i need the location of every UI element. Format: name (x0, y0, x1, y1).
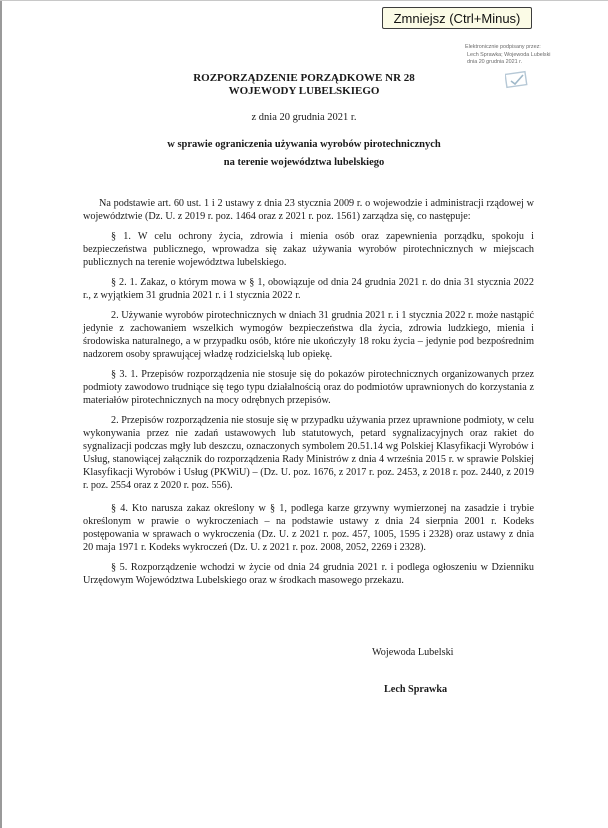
section-2-1-paragraph: § 2. 1. Zakaz, o którym mowa w § 1, obowiązuje od dnia 24 grudnia 2021 r. do dnia 31 stycznia 2022 r., z wyjątkiem 31 grudnia 2021 r. i 1 stycznia 2022 r. (83, 277, 534, 301)
signature-label: Elektronicznie podpisany przez: (465, 44, 541, 50)
signer-title: Wojewoda Lubelski (372, 647, 454, 658)
signature-signer: Lech Sprawka; Wojewoda Lubelski (467, 51, 551, 58)
signature-date: dnia 20 grudnia 2021 r. (467, 59, 523, 66)
legal-basis-paragraph: Na podstawie art. 60 ust. 1 i 2 ustawy z dnia 23 stycznia 2009 r. o wojewodzie i administracji rządowej w województwie (Dz. U. z 2019 r. poz. 1464 oraz z 2021 r. poz. 1561) zarządza się, co następuje: (83, 198, 534, 222)
document-subject-line1: w sprawie ograniczenia używania wyrobów pirotechnicznych (167, 139, 441, 150)
zoom-out-button[interactable]: Zmniejsz (Ctrl+Minus) (382, 7, 532, 29)
section-3-1-paragraph: § 3. 1. Przepisów rozporządzenia nie stosuje się do pokazów pirotechnicznych organizowanych przez podmioty zawodowo trudniące się tego typu działalnością oraz do podmiotów uprawnionych do korzystania z materiałów pirotechnicznych na mocy odrębnych przepisów. (83, 369, 534, 406)
section-1-paragraph: § 1. W celu ochrony życia, zdrowia i mienia osób oraz zapewnienia porządku, spokoju i bezpieczeństwa publicznego, wprowadza się zakaz używania wyrobów pirotechnicznych w miejscach publicznych na terenie województwa lubelskiego. (83, 231, 534, 268)
section-5-paragraph: § 5. Rozporządzenie wchodzi w życie od dnia 24 grudnia 2021 r. i podlega ogłoszeniu w Dzienniku Urzędowym Województwa Lubelskiego oraz w środkach masowego przekazu. (83, 562, 534, 586)
document-date: z dnia 20 grudnia 2021 r. (251, 112, 357, 123)
section-4-paragraph: § 4. Kto narusza zakaz określony w § 1, podlega karze grzywny wymierzonej na zasadzie i trybie określonym w prawie o wykroczeniach – na podstawie ustawy z dnia 24 sierpnia 2001 r. Kodeks postępowania w sprawach o wykroczenia (Dz. U. z 2021 r. poz. 457, 1005, 1595 i 2328) oraz ustawy z dnia 20 maja 1971 r. Kodeks wykroczeń (Dz. U. z 2021 r. poz. 2008, 2052, 2269 i 2328). (83, 503, 534, 553)
electronic-signature-block (465, 44, 595, 67)
section-3-2-paragraph: 2. Przepisów rozporządzenia nie stosuje się w przypadku używania przez uprawnione podmioty, w celu wykonywania przez nie zadań ustawowych lub statutowych, petard sygnalizacyjnych oraz rakiet do sygnalizacji podczas mgły lub deszczu, oznaczonych symbolem 20.51.14 wg Polskiej Klasyfikacji Wyrobów i Usług, stanowiącej załącznik do rozporządzenia Rady Ministrów z dnia 4 września 2015 r. w sprawie Polskiej Klasyfikacji Wyrobów i Usług (PKWiU) – (Dz. U. poz. 1676, z 2017 r. poz. 2453, z 2018 r. poz. 2440, z 2019 r. poz. 2554 oraz z 2020 r. poz. 556). (83, 415, 534, 491)
document-title: ROZPORZĄDZENIE PORZĄDKOWE NR 28 (193, 72, 415, 84)
document-issuer: WOJEWODY LUBELSKIEGO (228, 85, 380, 97)
page-border-top (0, 0, 608, 1)
page-border-left (0, 0, 2, 828)
section-2-2-paragraph: 2. Używanie wyrobów pirotechnicznych w dniach 31 grudnia 2021 r. i 1 stycznia 2022 r. może nastąpić jedynie z zachowaniem wszelkich wymogów bezpieczeństwa dla życia, zdrowia ludzkiego, mienia i środowiska naturalnego, a w przypadku osób, które nie ukończyły 18 roku życia – jedynie pod bezpośrednim nadzorem osoby sprawującej władzę rodzicielską lub opiekę. (83, 310, 534, 360)
document-body (83, 197, 534, 594)
document-subject-line2: na terenie województwa lubelskiego (223, 157, 385, 168)
signer-name: Lech Sprawka (384, 684, 448, 695)
